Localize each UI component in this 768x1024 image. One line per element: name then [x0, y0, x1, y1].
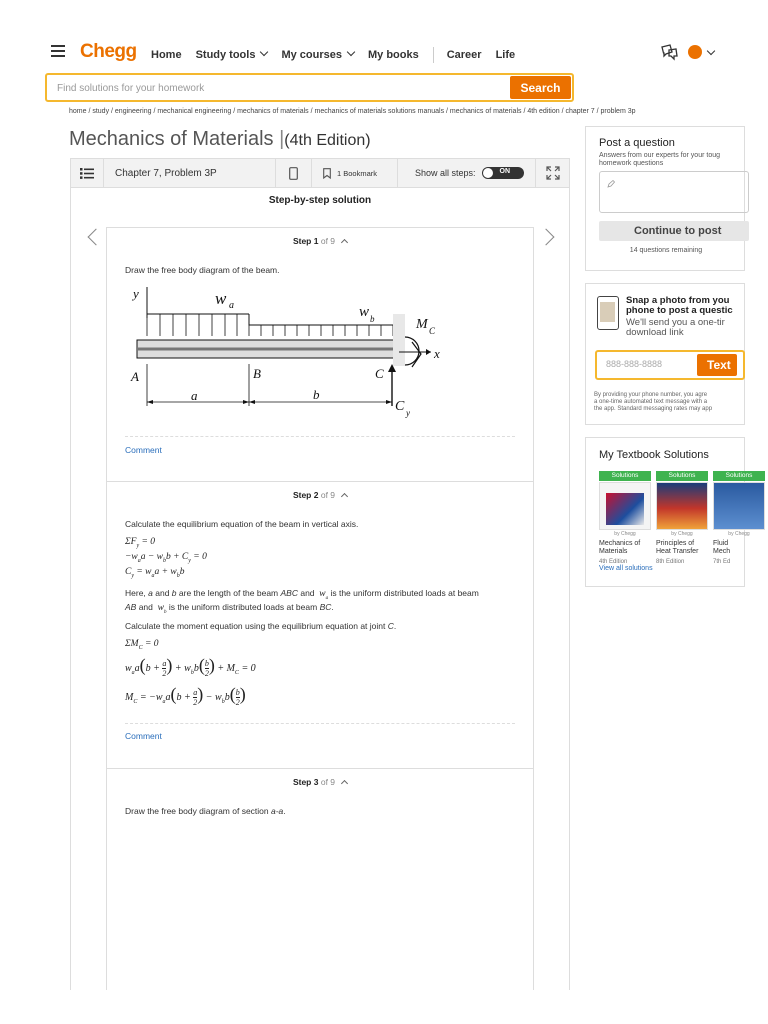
chevron-down-icon — [347, 48, 355, 56]
edit-icon — [607, 180, 615, 188]
page-title: Mechanics of Materials |(4th Edition) — [69, 128, 371, 150]
show-steps-label: Show all steps: — [415, 168, 476, 178]
menu-icon[interactable] — [51, 45, 65, 57]
textbook-solutions-card — [585, 437, 753, 587]
book-cover — [599, 482, 651, 530]
textbook-item[interactable]: Solutions by Chegg Fluid Mech 7th Ed — [713, 471, 765, 565]
chapter-list-button[interactable] — [71, 159, 104, 187]
equation-3: $C_y = w_aa + w_bb$ — [125, 567, 185, 579]
search-bar — [45, 73, 574, 102]
step-3-card — [106, 768, 534, 990]
mobile-view-button[interactable] — [276, 159, 312, 187]
beam-free-body-diagram — [127, 282, 457, 422]
label-mc-sub: C — [429, 326, 436, 336]
book-cover — [713, 482, 765, 530]
expand-button[interactable] — [536, 159, 569, 187]
step-2-text-2b: AB and $w_b$ is the uniform distributed loads at beam BC. — [125, 602, 334, 615]
comment-link[interactable]: Comment — [125, 731, 162, 741]
solutions-tag: Solutions — [656, 471, 708, 481]
label-y: y — [133, 286, 139, 301]
search-button[interactable]: Search — [510, 76, 571, 99]
chapter-problem-label[interactable]: Chapter 7, Problem 3P — [104, 159, 276, 187]
label-cy-sub: y — [406, 408, 410, 418]
book-edition: (4th Edition) — [284, 132, 371, 149]
view-all-solutions-link[interactable]: View all solutions — [599, 565, 653, 572]
label-cy: C — [395, 399, 405, 414]
step-2-text-1: Calculate the equilibrium equation of the beam in vertical axis. — [125, 519, 359, 529]
equation-4: $\Sigma M_C = 0$ — [125, 639, 159, 651]
textbook-item[interactable]: Solutions by Chegg Principles of Heat Transfer 8th Edition — [656, 471, 708, 565]
snap-title-1: Snap a photo from you — [626, 295, 730, 306]
comment-link[interactable]: Comment — [125, 445, 162, 455]
step-3-text: Draw the free body diagram of section a-a. — [125, 806, 286, 816]
label-wb: w — [359, 304, 370, 320]
label-point-b: B — [253, 366, 261, 381]
post-question-title: Post a question — [599, 137, 675, 149]
nav-study-tools[interactable]: Study tools — [196, 49, 268, 61]
bookmark-icon — [323, 168, 331, 179]
solution-toolbar — [70, 158, 570, 188]
equation-5: $w_aa(b$ + $\frac{a}{2}$ ) + $w_bb$( $\frac{b}{2}$ ) + $M_C = 0$ — [125, 655, 256, 679]
step-2-header[interactable]: Step 2 of 9 — [107, 490, 533, 500]
snap-title-2: phone to post a questic — [626, 305, 733, 316]
account-area — [660, 44, 714, 60]
label-length-b: b — [313, 387, 320, 402]
show-steps-control — [398, 159, 536, 187]
snap-sub-2: download link — [626, 327, 684, 338]
book-cover — [656, 482, 708, 530]
text-me-button[interactable]: Text — [697, 354, 737, 376]
search-input[interactable] — [55, 79, 505, 97]
equation-1: $\Sigma F_y = 0$ — [125, 537, 156, 549]
question-textarea[interactable] — [599, 171, 749, 213]
continue-to-post-button[interactable]: Continue to post — [599, 221, 749, 241]
label-wa: w — [215, 289, 227, 308]
nav-career[interactable]: Career — [446, 49, 482, 61]
breadcrumb[interactable]: home / study / engineering / mechanical engineering / mechanics of materials / mechanics of materials solutions manuals / mechanics of materials / 4th edition / chapter 7 / problem 3p — [69, 108, 636, 115]
step-1-text: Draw the free body diagram of the beam. — [125, 265, 280, 275]
solution-heading: Step-by-step solution — [268, 195, 372, 206]
chevron-up-icon — [341, 493, 348, 500]
step-1-card — [106, 227, 534, 482]
label-point-a: A — [131, 369, 139, 384]
label-length-a: a — [191, 388, 198, 403]
label-wa-sub: a — [229, 300, 234, 311]
label-wb-sub: b — [370, 314, 375, 324]
solutions-tag: Solutions — [713, 471, 765, 481]
book-title: Mechanics of Materials — [69, 128, 274, 150]
post-question-card — [585, 126, 745, 271]
nav-my-courses[interactable]: My courses — [281, 49, 354, 61]
post-question-subtitle-1: Answers from our experts for your toug — [599, 152, 720, 159]
phone-icon — [597, 296, 619, 330]
equation-6: $M_C = -w_aa(b$ + $\frac{a}{2}$ ) − $w_bb$( $\frac{b}{2}$ ) — [125, 684, 246, 708]
textbook-item[interactable]: Solutions by Chegg Mechanics of Materials 4th Edition — [599, 471, 651, 565]
bookmark-label: 1 Bookmark — [337, 168, 378, 178]
phone-icon — [289, 167, 298, 180]
step-2-text-2a: Here, a and b are the length of the beam ABC and $w_a$ is the uniform distributed loads at beam — [125, 588, 479, 601]
chevron-down-icon[interactable] — [707, 46, 715, 54]
step-1-header[interactable]: Step 1 of 9 — [107, 236, 533, 246]
nav-home[interactable]: Home — [151, 49, 182, 61]
nav-divider — [433, 47, 434, 63]
chat-bubbles-icon[interactable] — [660, 44, 678, 60]
questions-remaining: 14 questions remaining — [629, 247, 703, 254]
post-question-subtitle-2: homework questions — [599, 160, 664, 167]
nav-life[interactable]: Life — [495, 49, 516, 61]
chevron-up-icon — [341, 239, 348, 246]
avatar[interactable] — [688, 45, 702, 59]
sms-disclaimer: By providing your phone number, you agre a one-time automated text message with a the app. Standard messaging rates may app — [594, 392, 713, 412]
phone-placeholder: 888-888-8888 — [606, 359, 663, 369]
divider — [125, 723, 515, 724]
show-steps-toggle[interactable] — [482, 167, 524, 179]
textbook-solutions-title: My Textbook Solutions — [599, 449, 709, 461]
divider — [125, 436, 515, 437]
chegg-logo[interactable]: Chegg — [80, 41, 137, 62]
step-2-card — [106, 481, 534, 769]
list-icon — [80, 168, 94, 179]
snap-photo-card — [585, 283, 745, 425]
chevron-up-icon — [341, 780, 348, 787]
label-mc: M — [416, 317, 428, 332]
expand-icon — [546, 166, 560, 180]
toggle-state-label: ON — [499, 168, 511, 175]
bookmark-button[interactable] — [312, 159, 398, 187]
label-point-c: C — [375, 366, 384, 381]
nav-my-books[interactable]: My books — [367, 49, 419, 61]
main-nav — [151, 47, 529, 63]
snap-sub-1: We'll send you a one-tir — [626, 317, 725, 328]
label-x: x — [434, 346, 440, 361]
chevron-down-icon — [260, 48, 268, 56]
step-2-text-3: Calculate the moment equation using the equilibrium equation at joint C. — [125, 621, 397, 631]
equation-2: $-w_aa - w_bb + C_y = 0$ — [125, 552, 207, 564]
solutions-tag: Solutions — [599, 471, 651, 481]
step-3-header[interactable]: Step 3 of 9 — [107, 777, 533, 787]
